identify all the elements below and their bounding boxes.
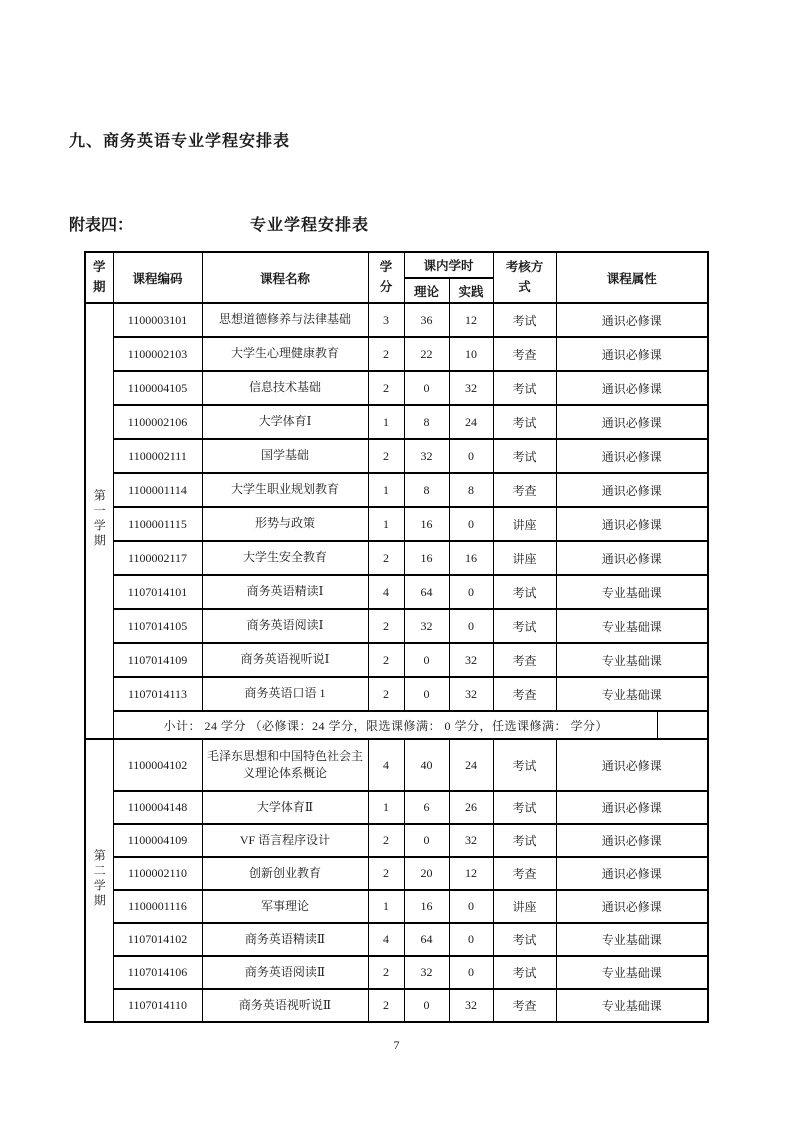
course-code-cell: 1107014101 (113, 575, 202, 609)
course-credits-cell: 2 (368, 541, 404, 575)
course-row (85, 643, 708, 677)
course-practice-cell: 12 (449, 303, 493, 337)
course-table-body (85, 303, 708, 1022)
course-practice-cell: 24 (449, 739, 493, 791)
table-title: 专业学程安排表 (250, 217, 370, 234)
course-attribute-cell: 专业基础课 (556, 989, 708, 1022)
course-assessment-cell: 考查 (493, 337, 556, 371)
course-name-cell: 商务英语视听说Ⅱ (202, 989, 368, 1022)
course-theory-cell: 36 (404, 303, 449, 337)
course-row (85, 575, 708, 609)
course-code-cell: 1100004109 (113, 824, 202, 857)
course-attribute-cell: 通识必修课 (556, 857, 708, 890)
course-practice-cell: 12 (449, 857, 493, 890)
course-attribute-cell: 通识必修课 (556, 405, 708, 439)
course-row (85, 890, 708, 923)
course-attribute-cell: 专业基础课 (556, 609, 708, 643)
course-assessment-cell: 考试 (493, 923, 556, 956)
course-theory-cell: 22 (404, 337, 449, 371)
course-assessment-cell: 考查 (493, 643, 556, 677)
course-theory-cell: 0 (404, 371, 449, 405)
course-credits-cell: 1 (368, 507, 404, 541)
course-credits-cell: 2 (368, 609, 404, 643)
course-practice-cell: 0 (449, 575, 493, 609)
course-assessment-cell: 考试 (493, 739, 556, 791)
course-assessment-cell: 考试 (493, 439, 556, 473)
course-name-cell: 形势与政策 (202, 507, 368, 541)
course-code-cell: 1107014102 (113, 923, 202, 956)
course-name-cell: 大学体育Ⅰ (202, 405, 368, 439)
course-row (85, 371, 708, 405)
course-name-cell: 商务英语精读Ⅱ (202, 923, 368, 956)
course-credits-cell: 4 (368, 739, 404, 791)
course-credits-cell: 4 (368, 923, 404, 956)
course-name-cell: 大学生职业规划教育 (202, 473, 368, 507)
course-credits-cell: 2 (368, 439, 404, 473)
header-semester-label: 学期 (92, 260, 106, 294)
course-assessment-cell: 讲座 (493, 890, 556, 923)
header-class-hours: 课内学时 (404, 252, 493, 278)
course-row (85, 956, 708, 989)
course-attribute-cell: 通识必修课 (556, 371, 708, 405)
course-theory-cell: 0 (404, 989, 449, 1022)
course-credits-cell: 2 (368, 337, 404, 371)
course-row (85, 541, 708, 575)
course-row (85, 507, 708, 541)
course-name-cell: 信息技术基础 (202, 371, 368, 405)
course-practice-cell: 32 (449, 677, 493, 711)
course-row (85, 824, 708, 857)
course-theory-cell: 32 (404, 956, 449, 989)
course-attribute-cell: 专业基础课 (556, 923, 708, 956)
course-assessment-cell: 考查 (493, 857, 556, 890)
course-code-cell: 1100001114 (113, 473, 202, 507)
course-assessment-cell: 考试 (493, 405, 556, 439)
course-attribute-cell: 通识必修课 (556, 824, 708, 857)
course-attribute-cell: 通识必修课 (556, 303, 708, 337)
header-assessment-label: 考核方式 (505, 260, 544, 294)
course-row (85, 677, 708, 711)
course-assessment-cell: 考试 (493, 791, 556, 824)
course-theory-cell: 8 (404, 405, 449, 439)
course-credits-cell: 1 (368, 890, 404, 923)
course-attribute-cell: 专业基础课 (556, 677, 708, 711)
semester-label: 第二学期 (92, 848, 107, 909)
subtotal-divider (657, 712, 658, 738)
course-attribute-cell: 通识必修课 (556, 541, 708, 575)
course-credits-cell: 2 (368, 857, 404, 890)
course-code-cell: 1100001115 (113, 507, 202, 541)
course-practice-cell: 10 (449, 337, 493, 371)
course-assessment-cell: 讲座 (493, 541, 556, 575)
course-attribute-cell: 通识必修课 (556, 473, 708, 507)
course-assessment-cell: 考查 (493, 989, 556, 1022)
course-practice-cell: 0 (449, 609, 493, 643)
course-name-cell: 商务英语阅读Ⅱ (202, 956, 368, 989)
course-credits-cell: 3 (368, 303, 404, 337)
section-heading: 九、商务英语专业学程安排表 (69, 133, 291, 150)
course-code-cell: 1107014106 (113, 956, 202, 989)
course-name-cell: 大学生安全教育 (202, 541, 368, 575)
course-theory-cell: 0 (404, 677, 449, 711)
course-name-cell: 国学基础 (202, 439, 368, 473)
course-theory-cell: 64 (404, 575, 449, 609)
course-code-cell: 1107014110 (113, 989, 202, 1022)
course-row (85, 303, 708, 337)
course-row (85, 791, 708, 824)
header-course-code: 课程编码 (113, 252, 202, 303)
course-name-cell: 军事理论 (202, 890, 368, 923)
course-practice-cell: 0 (449, 890, 493, 923)
course-practice-cell: 32 (449, 371, 493, 405)
course-row (85, 989, 708, 1022)
course-credits-cell: 2 (368, 371, 404, 405)
course-credits-cell: 2 (368, 824, 404, 857)
table-header-row-1 (85, 252, 708, 278)
course-row (85, 923, 708, 956)
course-theory-cell: 16 (404, 890, 449, 923)
course-credits-cell: 2 (368, 956, 404, 989)
course-credits-cell: 2 (368, 989, 404, 1022)
course-attribute-cell: 专业基础课 (556, 643, 708, 677)
course-practice-cell: 0 (449, 507, 493, 541)
course-assessment-cell: 考试 (493, 609, 556, 643)
semester-label-cell (85, 739, 113, 1022)
course-name-cell: 思想道德修养与法律基础 (202, 303, 368, 337)
course-code-cell: 1107014109 (113, 643, 202, 677)
course-theory-cell: 0 (404, 643, 449, 677)
course-practice-cell: 24 (449, 405, 493, 439)
course-assessment-cell: 考试 (493, 303, 556, 337)
course-assessment-cell: 考试 (493, 956, 556, 989)
header-semester (85, 252, 113, 303)
course-code-cell: 1100002106 (113, 405, 202, 439)
course-code-cell: 1100002111 (113, 439, 202, 473)
course-code-cell: 1107014113 (113, 677, 202, 711)
course-credits-cell: 2 (368, 643, 404, 677)
subtotal-cell (113, 711, 708, 739)
course-credits-cell: 1 (368, 405, 404, 439)
course-theory-cell: 6 (404, 791, 449, 824)
course-schedule-table (84, 251, 709, 1023)
course-assessment-cell: 考试 (493, 824, 556, 857)
course-attribute-cell: 通识必修课 (556, 507, 708, 541)
course-theory-cell: 32 (404, 609, 449, 643)
course-practice-cell: 0 (449, 439, 493, 473)
course-name-cell: 商务英语阅读Ⅰ (202, 609, 368, 643)
course-theory-cell: 0 (404, 824, 449, 857)
page-number: 7 (393, 1038, 400, 1052)
course-theory-cell: 64 (404, 923, 449, 956)
header-credits (368, 252, 404, 303)
course-practice-cell: 26 (449, 791, 493, 824)
course-code-cell: 1100001116 (113, 890, 202, 923)
course-name-cell: 商务英语视听说Ⅰ (202, 643, 368, 677)
course-credits-cell: 1 (368, 791, 404, 824)
course-theory-cell: 40 (404, 739, 449, 791)
course-code-cell: 1100002110 (113, 857, 202, 890)
course-theory-cell: 32 (404, 439, 449, 473)
course-name-cell: 创新创业教育 (202, 857, 368, 890)
course-attribute-cell: 通识必修课 (556, 337, 708, 371)
course-assessment-cell: 讲座 (493, 507, 556, 541)
course-credits-cell: 1 (368, 473, 404, 507)
course-practice-cell: 32 (449, 824, 493, 857)
course-name-cell: 大学生心理健康教育 (202, 337, 368, 371)
course-code-cell: 1100002117 (113, 541, 202, 575)
course-attribute-cell: 通识必修课 (556, 739, 708, 791)
course-credits-cell: 4 (368, 575, 404, 609)
appendix-label: 附表四： (69, 217, 134, 234)
course-attribute-cell: 专业基础课 (556, 575, 708, 609)
course-attribute-cell: 通识必修课 (556, 439, 708, 473)
course-name-cell: 毛泽东思想和中国特色社会主义理论体系概论 (202, 739, 368, 791)
course-assessment-cell: 考试 (493, 575, 556, 609)
header-practice: 实践 (449, 278, 493, 303)
course-practice-cell: 0 (449, 923, 493, 956)
header-theory: 理论 (404, 278, 449, 303)
course-credits-cell: 2 (368, 677, 404, 711)
course-theory-cell: 20 (404, 857, 449, 890)
course-attribute-cell: 专业基础课 (556, 956, 708, 989)
header-credits-label: 学分 (379, 260, 393, 294)
course-theory-cell: 16 (404, 541, 449, 575)
course-attribute-cell: 通识必修课 (556, 890, 708, 923)
semester-label-cell (85, 303, 113, 739)
course-name-cell: VF 语言程序设计 (202, 824, 368, 857)
course-row (85, 473, 708, 507)
course-row (85, 439, 708, 473)
course-code-cell: 1100003101 (113, 303, 202, 337)
course-assessment-cell: 考试 (493, 371, 556, 405)
course-row (85, 739, 708, 791)
course-row (85, 405, 708, 439)
course-code-cell: 1100004105 (113, 371, 202, 405)
course-practice-cell: 32 (449, 989, 493, 1022)
course-theory-cell: 16 (404, 507, 449, 541)
header-course-name: 课程名称 (202, 252, 368, 303)
header-assessment (493, 252, 556, 303)
course-assessment-cell: 考查 (493, 473, 556, 507)
course-code-cell: 1100002103 (113, 337, 202, 371)
course-assessment-cell: 考查 (493, 677, 556, 711)
subtotal-row (85, 711, 708, 739)
course-name-cell: 商务英语口语 1 (202, 677, 368, 711)
course-practice-cell: 16 (449, 541, 493, 575)
course-name-cell: 商务英语精读Ⅰ (202, 575, 368, 609)
course-name-cell: 大学体育Ⅱ (202, 791, 368, 824)
course-practice-cell: 32 (449, 643, 493, 677)
course-row (85, 337, 708, 371)
course-code-cell: 1100004102 (113, 739, 202, 791)
course-theory-cell: 8 (404, 473, 449, 507)
course-row (85, 857, 708, 890)
course-code-cell: 1107014105 (113, 609, 202, 643)
subtotal-text: 小计： 24 学分 （必修课：24 学分，限选课修满： 0 学分，任选课修满： 学分） (163, 718, 609, 733)
header-attribute: 课程属性 (556, 252, 708, 303)
course-row (85, 609, 708, 643)
course-practice-cell: 0 (449, 956, 493, 989)
course-practice-cell: 8 (449, 473, 493, 507)
course-code-cell: 1100004148 (113, 791, 202, 824)
semester-label: 第一学期 (92, 489, 107, 549)
course-attribute-cell: 通识必修课 (556, 791, 708, 824)
